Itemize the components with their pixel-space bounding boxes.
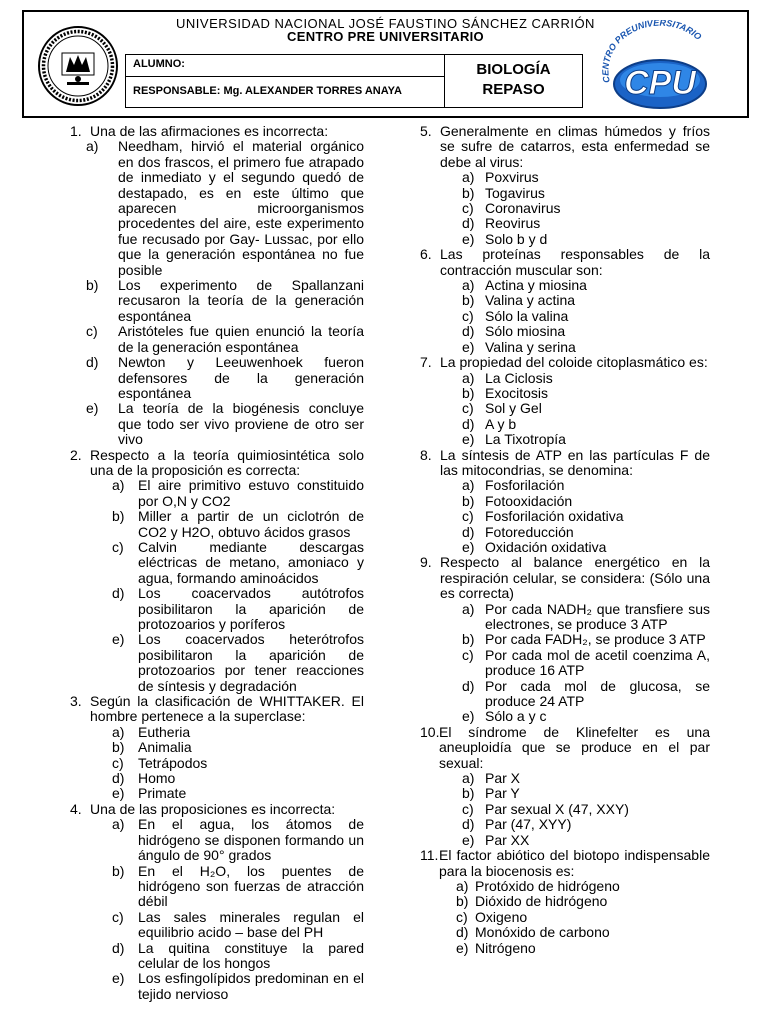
option-letter: c) — [462, 307, 474, 324]
option-letter: b) — [86, 277, 99, 294]
option-text: A y b — [485, 415, 517, 432]
option-text: Valina y actina — [485, 292, 576, 309]
cpu-logo-ring-text: CENTRO PREUNIVERSITARIO — [600, 20, 704, 84]
question-stem — [420, 448, 710, 479]
question-text: Una de las afirmaciones es incorrecta: — [90, 123, 329, 139]
option-text: Calvin mediante descargas eléctricas de metano, amoniaco y agua, formando aminoácidos — [138, 538, 364, 586]
answer-option — [420, 771, 710, 786]
option-text: Fosforilación oxidativa — [485, 508, 624, 525]
question-text: Generalmente en climas húmedos y fríos se sufre de catarros, esta enfermedad se debe al virus: — [440, 123, 710, 170]
option-text: Los coacervados autótrofos posibilitaron la aparición de protozoarios y poríferos — [138, 585, 364, 632]
question-text: Respecto a la teoría quimiosintética solo una de la proposición es correcta: — [90, 446, 364, 478]
option-text: Animalia — [138, 739, 192, 756]
option-text: Coronavirus — [485, 200, 561, 217]
option-text: Exocitosis — [485, 384, 549, 401]
question-text: Las proteínas responsables de la contracción muscular son: — [440, 246, 710, 278]
option-letter: c) — [462, 508, 474, 525]
option-letter: c) — [112, 908, 124, 925]
question-text: El factor abiótico del biotopo indispensable para la biocenosis es: — [439, 847, 710, 879]
answer-option — [420, 216, 710, 231]
document-header — [22, 10, 749, 118]
option-text: Valina y serina — [485, 338, 576, 355]
answer-option — [70, 910, 364, 941]
question-stem — [70, 694, 364, 725]
option-letter: c) — [462, 800, 474, 817]
answer-option — [420, 910, 710, 925]
question-number: 6. — [420, 246, 432, 263]
subject-title: BIOLOGÍA — [476, 61, 551, 78]
answer-option — [70, 540, 364, 586]
option-text: Reovirus — [485, 215, 541, 232]
option-letter: b) — [462, 785, 475, 802]
cpu-logo — [598, 20, 722, 116]
answer-option — [70, 971, 364, 1002]
answer-option — [420, 478, 710, 493]
option-letter: b) — [462, 292, 475, 309]
option-letter: c) — [462, 200, 474, 217]
option-text: El aire primitivo estuvo constituido por O,N y CO2 — [138, 477, 364, 509]
option-text: Needham, hirvió el material orgánico en dos frascos, el primero fue atrapado de inmediato y el segundo quedó de destapado, es en este último que aparecen microorganismos procedentes del aire, este experimento fue recusado por Gay- Lussac, por ello que la generación espontánea no fue posible — [118, 138, 364, 278]
student-name-field[interactable] — [126, 55, 444, 77]
answer-option — [70, 139, 364, 278]
option-text: Togavirus — [485, 184, 545, 201]
option-letter: d) — [86, 354, 99, 371]
question-stem — [70, 448, 364, 479]
answer-option — [420, 925, 710, 940]
option-text: Fotoreducción — [485, 523, 574, 540]
option-text: Sol y Gel — [485, 400, 542, 417]
option-text: Por cada mol de glucosa, se produce 24 ATP — [485, 677, 710, 710]
option-text: Homo — [138, 770, 176, 787]
option-letter: a) — [462, 477, 475, 494]
answer-option — [420, 786, 710, 801]
question-number: 8. — [420, 446, 432, 463]
option-letter: b) — [462, 184, 475, 201]
option-text: La quitina constituye la pared celular de los hongos — [138, 939, 364, 971]
option-text: Poxvirus — [485, 169, 539, 186]
answer-option — [70, 756, 364, 771]
option-text: Primate — [138, 785, 187, 802]
option-text: Por cada NADH₂ que transfiere sus electrones, se produce 3 ATP — [485, 600, 710, 632]
question-stem — [420, 848, 710, 879]
question-stem — [70, 802, 364, 817]
option-letter: d) — [462, 215, 475, 232]
answer-option — [420, 186, 710, 201]
option-letter: c) — [86, 323, 98, 340]
answer-option — [420, 879, 710, 894]
right-column — [420, 124, 710, 956]
option-letter: a) — [112, 477, 125, 494]
option-letter: e) — [462, 431, 475, 448]
option-letter: d) — [112, 939, 125, 956]
option-letter: a) — [456, 877, 469, 894]
option-letter: b) — [112, 508, 125, 525]
option-letter: c) — [456, 908, 468, 925]
option-text: Par sexual X (47, XXY) — [485, 800, 629, 817]
answer-option — [420, 324, 710, 339]
option-text: En el agua, los átomos de hidrógeno se disponen formando un ángulo de 90° grados — [138, 816, 364, 864]
option-text: Los esfingolípidos predominan en el tejido nervioso — [138, 970, 364, 1002]
option-text: Las sales minerales regulan el equilibrio acido – base del PH — [138, 908, 364, 941]
option-text: La teoría de la biogénesis concluye que todo ser vivo proviene de otro ser vivo — [118, 400, 364, 448]
option-letter: b) — [462, 631, 475, 648]
option-text: Los coacervados heterótrofos posibilitaron la aparición de protozoarios por tener reacciones de síntesis y degradación — [138, 631, 364, 694]
university-seal-logo — [37, 25, 119, 107]
cpu-logo-text: CPU — [624, 64, 696, 102]
option-text: Solo b y d — [485, 230, 548, 247]
answer-option — [70, 941, 364, 972]
answer-option — [420, 201, 710, 216]
center-subtitle: CENTRO PRE UNIVERSITARIO — [287, 29, 484, 44]
university-title: UNIVERSIDAD NACIONAL JOSÉ FAUSTINO SÁNCHEZ CARRIÓN — [176, 16, 595, 31]
option-letter: a) — [462, 169, 475, 186]
option-letter: e) — [112, 631, 125, 648]
question-stem — [70, 124, 364, 139]
question-text: Según la clasificación de WHITTAKER. El hombre pertenece a la superclase: — [90, 693, 364, 725]
answer-option — [70, 324, 364, 355]
option-text: Miller a partir de un ciclotrón de CO2 y H2O, obtuvo ácidos grasos — [138, 508, 364, 540]
question-text: La propiedad del coloide citoplasmático es: — [440, 354, 708, 371]
answer-option — [420, 278, 710, 293]
question-5 — [420, 124, 710, 247]
answer-option — [420, 509, 710, 524]
option-text: Fosforilación — [485, 477, 565, 494]
option-text: Par XX — [485, 831, 530, 848]
option-letter: a) — [462, 770, 475, 787]
option-letter: b) — [112, 739, 125, 756]
answer-option — [70, 771, 364, 786]
question-number: 9. — [420, 554, 432, 571]
option-text: Sólo a y c — [485, 708, 547, 725]
option-text: Par (47, XYY) — [485, 816, 572, 833]
question-stem — [420, 124, 710, 170]
answer-option — [420, 293, 710, 308]
question-6 — [420, 247, 710, 355]
option-letter: e) — [462, 708, 475, 725]
answer-option — [70, 478, 364, 509]
option-letter: a) — [112, 723, 125, 740]
answer-option — [70, 586, 364, 632]
option-letter: c) — [112, 538, 124, 555]
option-letter: e) — [112, 785, 125, 802]
subject-subtitle: REPASO — [482, 81, 545, 98]
option-letter: d) — [112, 585, 125, 602]
option-letter: d) — [456, 924, 469, 941]
question-8 — [420, 448, 710, 556]
option-text: Los experimento de Spallanzani recusaron la teoría de la generación espontánea — [118, 277, 364, 324]
option-text: Actina y miosina — [485, 277, 587, 294]
question-number: 5. — [420, 123, 432, 139]
question-3 — [70, 694, 364, 802]
answer-option — [70, 817, 364, 863]
question-text: La síntesis de ATP en las partículas F de las mitocondrias, se denomina: — [440, 446, 710, 478]
question-10 — [420, 725, 710, 848]
question-stem — [420, 725, 710, 771]
option-letter: c) — [462, 400, 474, 417]
question-text: Respecto al balance energético en la respiración celular, se considera: (Sólo una es correcta) — [440, 554, 710, 602]
answer-option — [70, 401, 364, 447]
option-letter: b) — [456, 893, 469, 910]
option-text: Par X — [485, 770, 521, 787]
answer-option — [420, 709, 710, 724]
option-text: Newton y Leeuwenhoek fueron defensores de la generación espontánea — [118, 354, 364, 401]
question-number: 4. — [70, 800, 82, 817]
option-letter: b) — [462, 492, 475, 509]
option-text: Fotooxidación — [485, 492, 573, 509]
option-letter: d) — [462, 323, 475, 340]
question-stem — [420, 355, 710, 370]
option-letter: a) — [86, 138, 99, 155]
question-number: 10. — [420, 723, 440, 740]
option-letter: d) — [462, 523, 475, 540]
option-text: Oxidación oxidativa — [485, 538, 607, 555]
answer-option — [420, 340, 710, 355]
question-stem — [420, 555, 710, 601]
answer-option — [70, 864, 364, 910]
answer-option — [420, 494, 710, 509]
answer-option — [420, 540, 710, 555]
answer-option — [420, 941, 710, 956]
option-text: En el H₂O, los puentes de hidrógeno son fuerzas de atracción débil — [138, 862, 364, 910]
option-letter: e) — [456, 939, 469, 956]
option-letter: e) — [462, 230, 475, 247]
option-letter: c) — [112, 754, 124, 771]
question-number: 3. — [70, 693, 82, 710]
question-9 — [420, 555, 710, 724]
option-letter: a) — [462, 369, 475, 386]
answer-option — [420, 894, 710, 909]
question-11 — [420, 848, 710, 956]
answer-option — [70, 278, 364, 324]
option-text: Por cada FADH₂, se produce 3 ATP — [485, 631, 706, 648]
option-letter: a) — [112, 816, 125, 833]
student-info-table — [125, 54, 583, 108]
question-7 — [420, 355, 710, 447]
answer-option — [420, 371, 710, 386]
answer-option — [420, 648, 710, 679]
option-text: La Ciclosis — [485, 369, 553, 386]
option-letter: d) — [112, 770, 125, 787]
option-letter: b) — [462, 384, 475, 401]
answer-option — [70, 509, 364, 540]
option-letter: c) — [462, 646, 474, 663]
answer-option — [70, 786, 364, 801]
answer-option — [70, 355, 364, 401]
question-text: Una de las proposiciones es incorrecta: — [90, 800, 336, 817]
question-number: 7. — [420, 354, 432, 371]
answer-option — [70, 632, 364, 694]
option-letter: a) — [462, 277, 475, 294]
question-stem — [420, 247, 710, 278]
answer-option — [420, 802, 710, 817]
question-2 — [70, 448, 364, 695]
answer-option — [420, 417, 710, 432]
answer-option — [420, 833, 710, 848]
question-number: 1. — [70, 123, 82, 139]
answer-option — [420, 232, 710, 247]
option-text: Monóxido de carbono — [475, 924, 610, 941]
question-number: 2. — [70, 446, 82, 463]
option-text: Por cada mol de acetil coenzima A, produce 16 ATP — [485, 646, 710, 679]
answer-option — [420, 602, 710, 633]
answer-option — [70, 725, 364, 740]
option-letter: d) — [462, 816, 475, 833]
student-label: ALUMNO: — [133, 58, 185, 70]
question-number: 11. — [420, 847, 439, 864]
option-letter: a) — [462, 600, 475, 617]
responsible-label: RESPONSABLE: Mg. ALEXANDER TORRES ANAYA — [133, 85, 402, 97]
option-text: Sólo la valina — [485, 307, 569, 324]
question-text: El síndrome de Klinefelter es una aneuploidía que se produce en el par sexual: — [439, 723, 710, 771]
option-letter: e) — [462, 831, 475, 848]
responsible-row — [126, 77, 444, 107]
answer-option — [70, 740, 364, 755]
option-text: Aristóteles fue quien enunció la teoría de la generación espontánea — [118, 323, 364, 355]
option-text: Tetrápodos — [138, 754, 208, 771]
left-column — [70, 124, 364, 1002]
answer-option — [420, 525, 710, 540]
option-text: La Tixotropía — [485, 431, 566, 448]
answer-option — [420, 632, 710, 647]
option-letter: e) — [462, 538, 475, 555]
option-text: Dióxido de hidrógeno — [475, 893, 608, 910]
answer-option — [420, 401, 710, 416]
option-text: Par Y — [485, 785, 520, 802]
answer-option — [420, 309, 710, 324]
question-1 — [70, 124, 364, 448]
option-letter: b) — [112, 862, 125, 879]
option-text: Oxigeno — [475, 908, 528, 925]
option-text: Eutheria — [138, 723, 191, 740]
answer-option — [420, 817, 710, 832]
option-text: Protóxido de hidrógeno — [475, 877, 620, 894]
question-4 — [70, 802, 364, 1002]
answer-option — [420, 679, 710, 710]
answer-option — [420, 386, 710, 401]
option-letter: e) — [462, 338, 475, 355]
subject-cell — [445, 55, 582, 107]
answer-option — [420, 170, 710, 185]
answer-option — [420, 432, 710, 447]
option-text: Sólo miosina — [485, 323, 566, 340]
option-text: Nitrógeno — [475, 939, 536, 956]
option-letter: e) — [112, 970, 125, 987]
option-letter: e) — [86, 400, 99, 417]
option-letter: d) — [462, 415, 475, 432]
option-letter: d) — [462, 677, 475, 694]
